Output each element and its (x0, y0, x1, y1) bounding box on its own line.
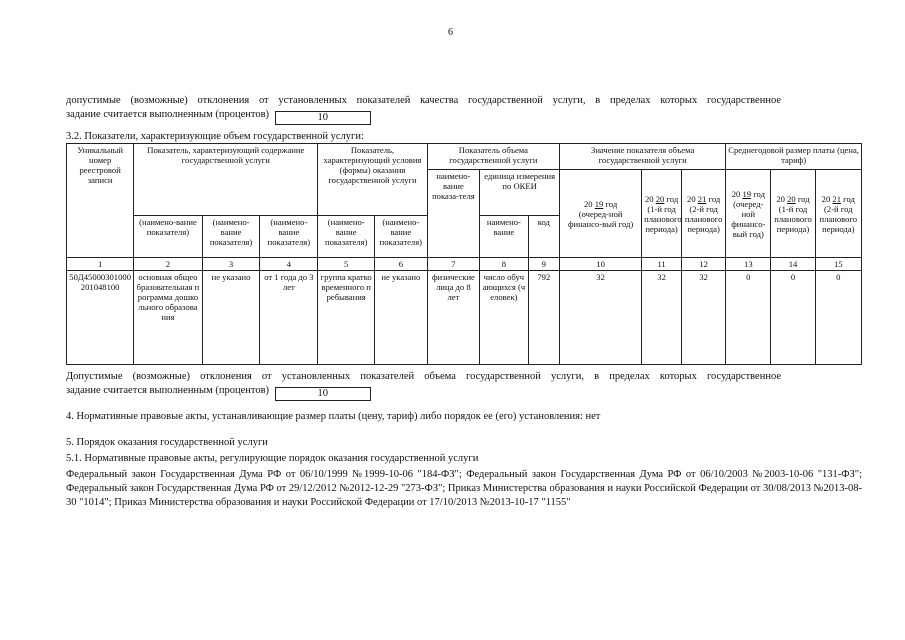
cell-program: основная общеобразовательная программа дошкольного образования (134, 271, 202, 365)
col-number: 1 (67, 258, 134, 271)
cell-value-year-2: 32 (642, 271, 682, 365)
cell-unit-code: 792 (528, 271, 560, 365)
header-price-year-2: 20 20 год (1-й год планового периода) (771, 170, 815, 258)
cell-price-year-3: 0 (815, 271, 861, 365)
col-number: 11 (642, 258, 682, 271)
col-number: 5 (318, 258, 375, 271)
volume-indicators-table (66, 143, 862, 365)
cell-price-year-1: 0 (726, 271, 771, 365)
header-unit-okei: единица измерения по ОКЕИ (480, 170, 560, 216)
header-unique-number: Уникальный номер реестровой записи (67, 144, 134, 258)
cell-value-year-1: 32 (560, 271, 642, 365)
subheader-indicator-name: (наимено-вание показателя) (375, 216, 428, 258)
col-number: 3 (202, 258, 260, 271)
volume-deviation-text: Допустимые (возможные) отклонения от установленных показателей объема государственной услуги, в пределах которых государственное (66, 371, 781, 382)
col-number: 4 (260, 258, 318, 271)
volume-deviation-line2 (66, 384, 371, 401)
header-year-1: 20 19 год (очеред-ной финансо-вый год) (560, 170, 642, 258)
quality-deviation-value: 10 (275, 111, 371, 125)
header-content-indicator: Показатель, характеризующий содержание государственной услуги (134, 144, 318, 216)
volume-deviation-value: 10 (275, 387, 371, 401)
section-5-1-heading: 5.1. Нормативные правовые акты, регулирующие порядок оказания государственной услуги (66, 453, 479, 464)
page-number: 6 (448, 27, 453, 38)
subheader-unit-code: код (528, 216, 560, 258)
header-price-year-1: 20 19 год (очеред-ной финансо-вый год) (726, 170, 771, 258)
column-numbers-row (67, 258, 862, 271)
table-row (67, 271, 862, 365)
col-number: 6 (375, 258, 428, 271)
subheader-indicator-name: (наимено-вание показателя) (318, 216, 375, 258)
header-average-price: Среднегодовой размер платы (цена, тариф) (726, 144, 862, 170)
col-number: 8 (480, 258, 528, 271)
header-conditions-indicator: Показатель, характеризующий условия (формы) оказания государственной услуги (318, 144, 427, 216)
header-price-year-3: 20 21 год (2-й год планового периода) (815, 170, 861, 258)
cell-group: группа кратковременного пребывания (318, 271, 375, 365)
header-year-3: 20 21 год (2-й год планового периода) (682, 170, 726, 258)
header-year-2: 20 20 год (1-й год планового периода) (642, 170, 682, 258)
subheader-unit-name: наимено-вание (480, 216, 528, 258)
col-number: 12 (682, 258, 726, 271)
col-number: 2 (134, 258, 202, 271)
header-volume-indicator: Показатель объема государственной услуги (427, 144, 559, 170)
header-indicator-name: наимено-вание показа-теля (427, 170, 480, 258)
quality-deviation-text: допустимые (возможные) отклонения от установленных показателей качества государственной услуги, в пределах которых государственное (66, 95, 781, 106)
header-volume-value: Значение показателя объема государственной услуги (560, 144, 726, 170)
col-number: 14 (771, 258, 815, 271)
section-4-text: 4. Нормативные правовые акты, устанавливающие размер платы (цену, тариф) либо порядок ее (его) установления: нет (66, 411, 601, 422)
subheader-indicator-name: (наимено-вание показателя) (202, 216, 260, 258)
col-number: 15 (815, 258, 861, 271)
quality-deviation-line2 (66, 108, 371, 125)
cell-not-specified: не указано (375, 271, 428, 365)
col-number: 10 (560, 258, 642, 271)
cell-price-year-2: 0 (771, 271, 815, 365)
volume-deviation-label: задание считается выполненным (процентов) (66, 385, 270, 396)
subheader-indicator-name: (наимено-вание показателя) (260, 216, 318, 258)
cell-indicator-name: число обучающихся (человек) (480, 271, 528, 365)
col-number: 9 (528, 258, 560, 271)
col-number: 7 (427, 258, 480, 271)
subheader-indicator-name: (наимено-вание показателя) (134, 216, 202, 258)
legal-acts-list: Федеральный закон Государственная Дума РФ от 06/10/1999 №1999-10-06 "184-ФЗ"; Федеральный закон Государственная Дума РФ от 06/10/2003 №2003-10-06 "131-ФЗ"; Федеральный закон Государственная Дума РФ от 29/12/2012 №2012-12-29 "273-ФЗ"; Приказ Министерства образования и науки Российской Федерации от 30/08/2013 №2013-08-30 "1014"; Приказ Министерства образования и науки Российской Федерации от 17/10/2013 №2013-10-17 "1155" (66, 469, 862, 508)
cell-age: от 1 года до 3 лет (260, 271, 318, 365)
cell-value-year-3: 32 (682, 271, 726, 365)
cell-not-specified: не указано (202, 271, 260, 365)
quality-deviation-label: задание считается выполненным (процентов) (66, 109, 270, 120)
cell-registry-number: 50Д45000301000201048100 (67, 271, 134, 365)
col-number: 13 (726, 258, 771, 271)
section-5-heading: 5. Порядок оказания государственной услуги (66, 437, 268, 448)
section-3-2-heading: 3.2. Показатели, характеризующие объем государственной услуги: (66, 131, 364, 142)
cell-persons: физические лица до 8 лет (427, 271, 480, 365)
